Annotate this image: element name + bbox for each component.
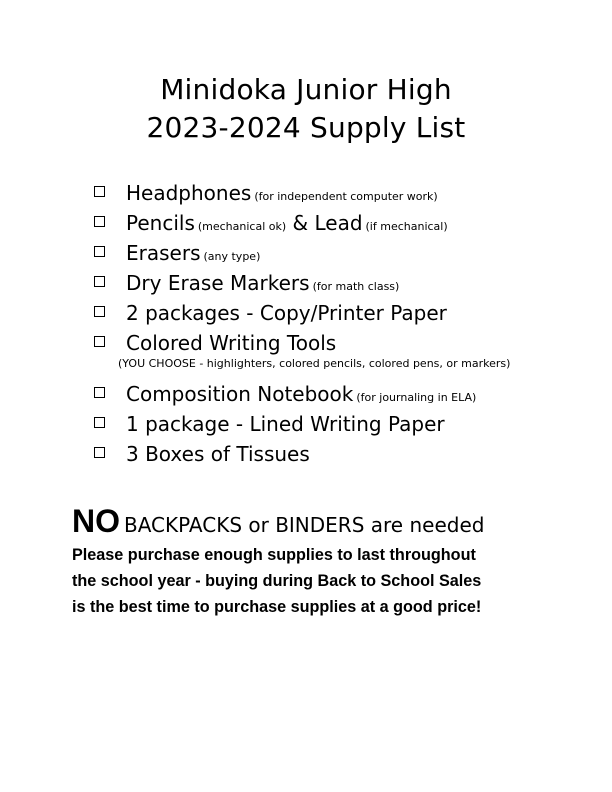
list-item (92, 268, 592, 298)
item-note: (for math class) (312, 280, 400, 293)
notice-line: the school year - buying during Back to School Sales (72, 572, 482, 590)
notice-line: Please purchase enough supplies to last throughout (72, 546, 476, 564)
item-subnote: (YOU CHOOSE - highlighters, colored pencils, colored pens, or markers) (118, 357, 511, 370)
item-note: (for independent computer work) (254, 190, 438, 203)
checkbox-icon[interactable] (94, 186, 105, 197)
notice-line: is the best time to purchase supplies at a good price! (72, 598, 482, 616)
item-note-secondary: (if mechanical) (365, 220, 448, 233)
item-label: Pencils (126, 211, 195, 235)
item-label: Dry Erase Markers (126, 271, 310, 295)
item-note: (any type) (203, 250, 261, 263)
checkbox-icon[interactable] (94, 447, 105, 458)
list-item (92, 439, 592, 469)
list-item (92, 409, 592, 439)
checkbox-icon[interactable] (94, 216, 105, 227)
checkbox-icon[interactable] (94, 336, 105, 347)
checkbox-icon[interactable] (94, 387, 105, 398)
list-item (92, 298, 592, 328)
checkbox-icon[interactable] (94, 276, 105, 287)
item-label: 3 Boxes of Tissues (126, 442, 310, 466)
item-label-secondary: & Lead (292, 211, 363, 235)
notice-headline (72, 503, 484, 543)
item-label: Colored Writing Tools (126, 331, 337, 355)
list-item (92, 379, 592, 409)
checkbox-icon[interactable] (94, 246, 105, 257)
notice-paragraph (72, 542, 552, 620)
page-title: Minidoka Junior High (160, 73, 452, 106)
item-label: Erasers (126, 241, 201, 265)
notice-emphasis: NO (72, 503, 120, 539)
checkbox-icon[interactable] (94, 417, 105, 428)
item-note: (for journaling in ELA) (356, 391, 477, 404)
item-label: 1 package - Lined Writing Paper (126, 412, 445, 436)
item-label: 2 packages - Copy/Printer Paper (126, 301, 447, 325)
notice-headline-text: BACKPACKS or BINDERS are needed (124, 513, 485, 537)
list-item (92, 178, 592, 208)
page-subtitle: 2023-2024 Supply List (146, 111, 466, 144)
list-item (92, 208, 592, 238)
supply-list (92, 178, 592, 469)
item-note: (mechanical ok) (197, 220, 287, 233)
checkbox-icon[interactable] (94, 306, 105, 317)
item-label: Headphones (126, 181, 252, 205)
item-label: Composition Notebook (126, 382, 354, 406)
list-item (92, 328, 592, 379)
list-item (92, 238, 592, 268)
